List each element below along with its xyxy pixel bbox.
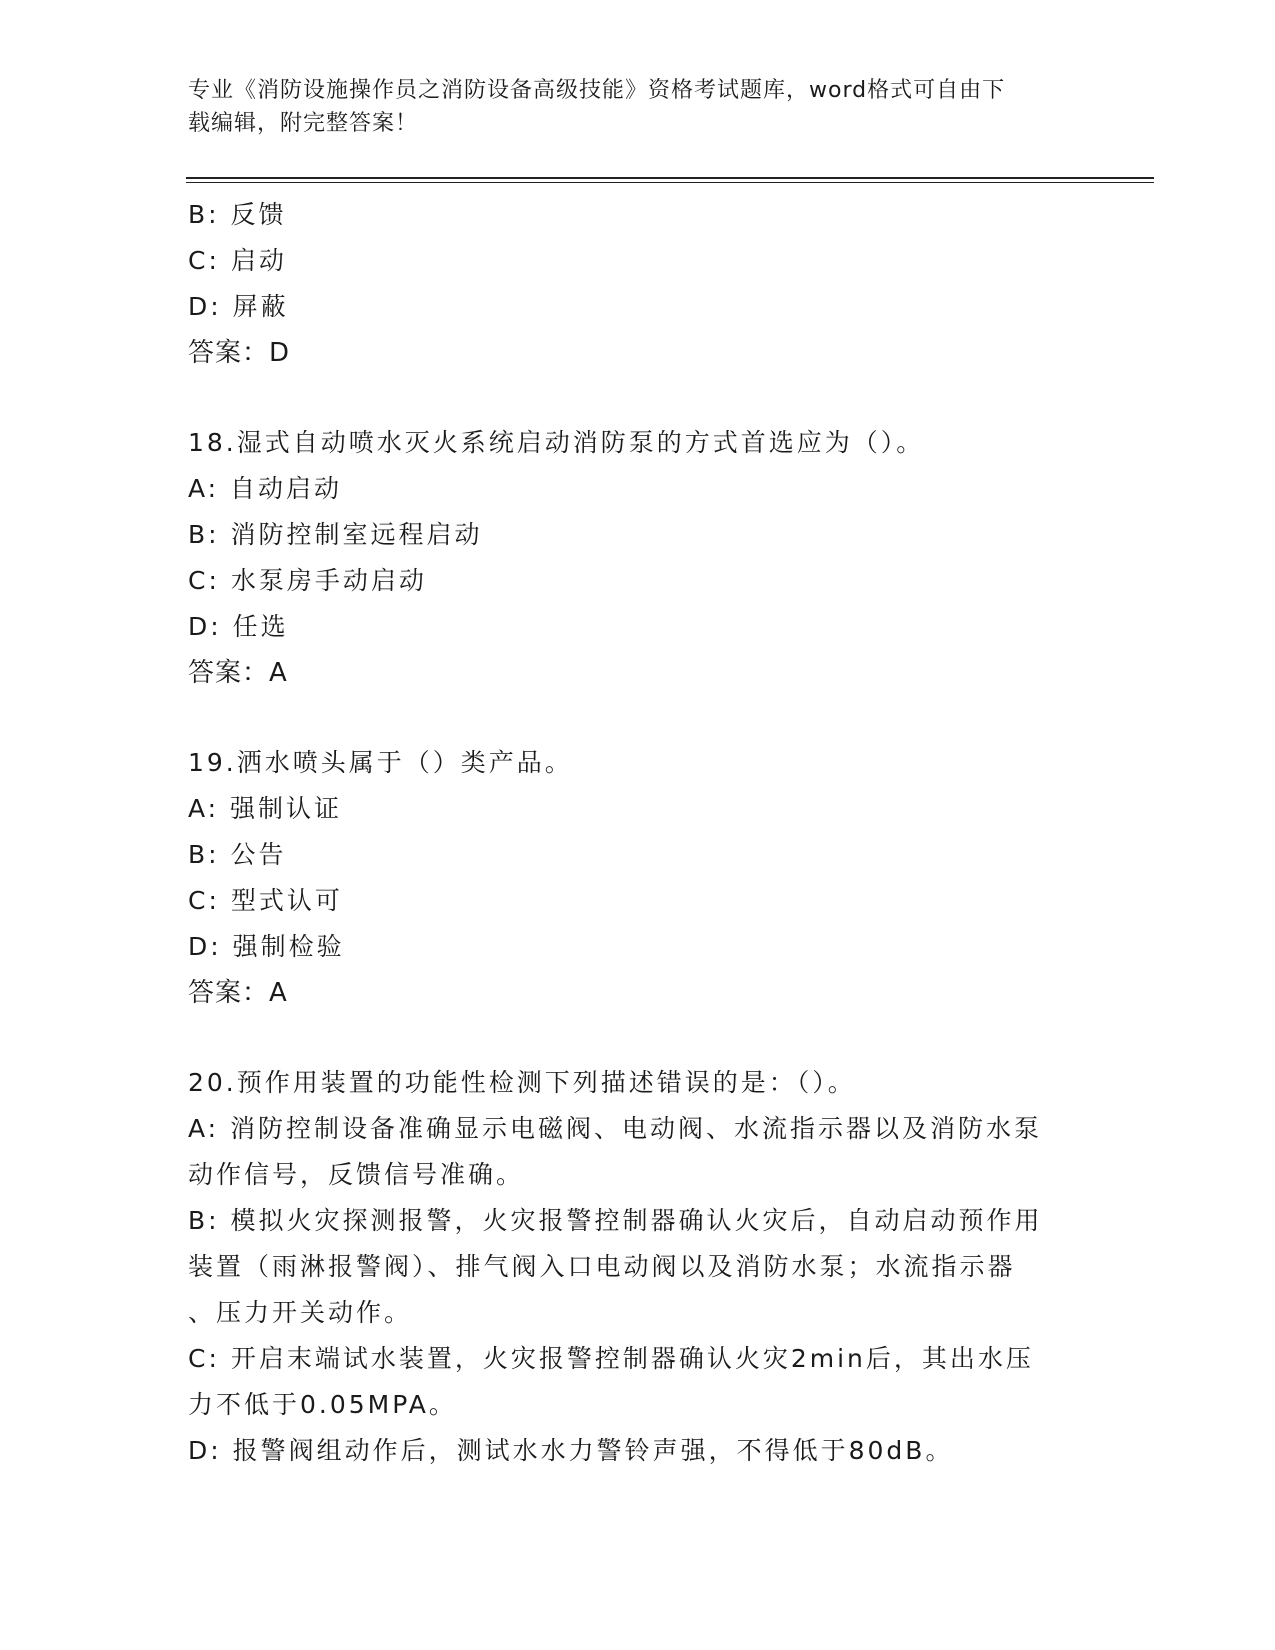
option-d: D: 报警阀组动作后，测试水水力警铃声强，不得低于80dB。: [188, 1436, 954, 1465]
option-a: A: 自动启动: [188, 474, 343, 503]
spacer: [188, 696, 1078, 740]
option-b-continued: 、压力开关动作。: [188, 1298, 413, 1327]
question-stem: 18.湿式自动喷水灭火系统启动消防泵的方式首选应为（）。: [188, 428, 925, 457]
option-b: B: 反馈: [188, 200, 287, 229]
option-d: D: 强制检验: [188, 932, 345, 961]
answer-label: 答案：A: [188, 658, 288, 688]
option-b: B: 消防控制室远程启动: [188, 520, 483, 549]
option-c-continued: 力不低于0.05MPA。: [188, 1390, 457, 1419]
answer-label: 答案：A: [188, 978, 288, 1008]
prev-question-block: [188, 192, 1078, 376]
document-header: [188, 74, 1068, 140]
header-line-2: 载编辑，附完整答案！: [188, 111, 419, 136]
question-19: [188, 740, 1078, 1016]
option-c: C: 开启末端试水装置，火灾报警控制器确认火灾2min后，其出水压: [188, 1344, 1034, 1373]
spacer: [188, 376, 1078, 420]
question-20: [188, 1060, 1078, 1474]
option-a: A: 强制认证: [188, 794, 343, 823]
option-a-continued: 动作信号，反馈信号准确。: [188, 1160, 525, 1189]
header-divider-thick: [186, 177, 1154, 179]
option-d: D: 任选: [188, 612, 289, 641]
spacer: [188, 1016, 1078, 1060]
option-b-continued: 装置（雨淋报警阀）、排气阀入口电动阀以及消防水泵；水流指示器: [188, 1252, 1016, 1281]
option-c: C: 型式认可: [188, 886, 343, 915]
option-c: C: 水泵房手动启动: [188, 566, 427, 595]
header-line-1: 专业《消防设施操作员之消防设备高级技能》资格考试题库，word格式可自由下: [188, 78, 1006, 103]
option-b: B: 公告: [188, 840, 287, 869]
question-stem: 20.预作用装置的功能性检测下列描述错误的是：（）。: [188, 1068, 856, 1097]
option-b: B: 模拟火灾探测报警，火灾报警控制器确认火灾后，自动启动预作用: [188, 1206, 1043, 1235]
option-a: A: 消防控制设备准确显示电磁阀、电动阀、水流指示器以及消防水泵: [188, 1114, 1043, 1143]
answer-label: 答案：D: [188, 338, 291, 368]
option-c: C: 启动: [188, 246, 287, 275]
document-body: [188, 192, 1078, 1474]
question-18: [188, 420, 1078, 696]
question-stem: 19.洒水喷头属于（）类产品。: [188, 748, 573, 777]
header-divider-thin: [186, 182, 1154, 183]
option-d: D: 屏蔽: [188, 292, 289, 321]
